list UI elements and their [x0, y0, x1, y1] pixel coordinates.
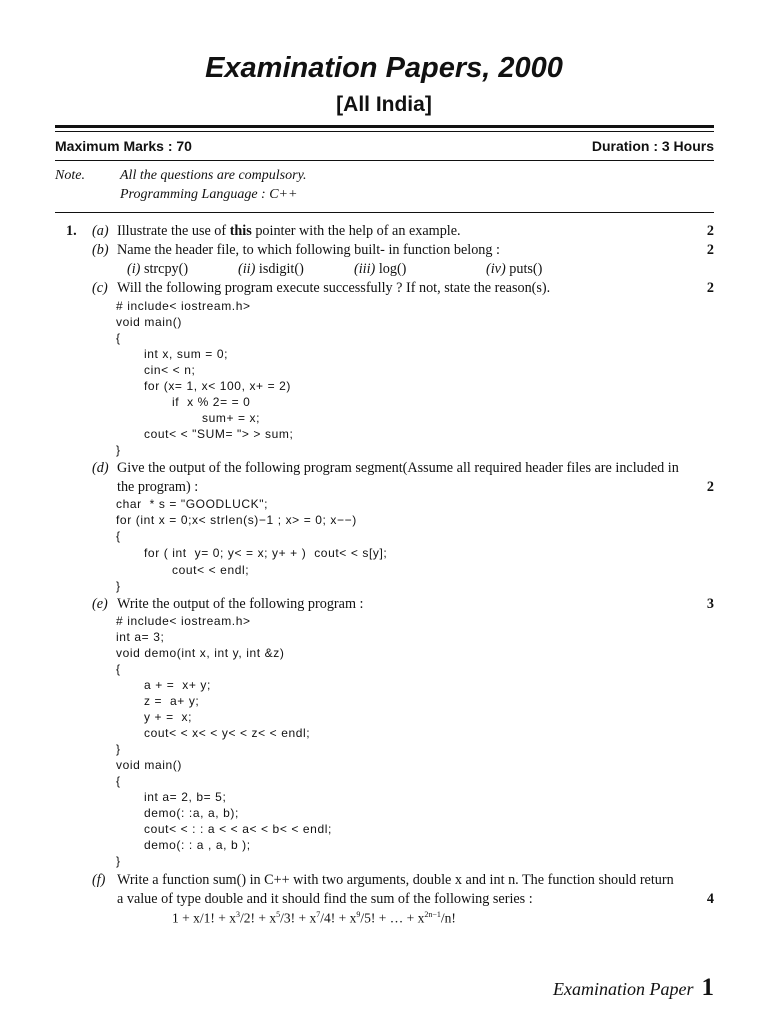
- duration: Duration : 3 Hours: [591, 138, 714, 154]
- part-b-option-3: (iii) log(): [354, 261, 407, 277]
- code-line: for (int x = 0;x< strlen(s)−1 ; x> = 0; x−−): [116, 513, 357, 527]
- marks-duration-row: [55, 138, 714, 158]
- page-number: 1: [701, 974, 714, 1001]
- page-title: Examination Papers, 2000: [205, 52, 563, 84]
- code-line: int x, sum = 0;: [144, 347, 229, 361]
- code-line: cout< < "SUM= "> > sum;: [144, 427, 294, 441]
- part-b-option-2: (ii) isdigit(): [238, 261, 304, 277]
- note-line-1: All the questions are compulsory.: [120, 168, 307, 183]
- note-line-2: Programming Language : C++: [120, 187, 298, 202]
- code-line: cout< < x< < y< < z< < endl;: [144, 726, 311, 740]
- code-line: cin< < n;: [144, 363, 196, 377]
- code-line: int a= 3;: [116, 630, 165, 644]
- code-line: void demo(int x, int y, int &z): [116, 646, 285, 660]
- code-line: a + = x+ y;: [144, 678, 211, 692]
- part-a-text: Illustrate the use of this pointer with the help of an example.: [117, 223, 461, 239]
- code-line: demo(: : a , a, b );: [144, 838, 251, 852]
- part-e-text: Write the output of the following program :: [117, 596, 364, 612]
- max-marks: Maximum Marks : 70: [55, 138, 192, 154]
- part-b-option-4: (iv) puts(): [486, 261, 543, 277]
- part-d-text-1: Give the output of the following program segment(Assume all required header files are included in: [117, 460, 679, 476]
- part-b-text: Name the header file, to which following built- in function belong :: [117, 242, 500, 258]
- part-b-marks: 2: [706, 242, 714, 258]
- code-line: }: [116, 579, 121, 593]
- note-bottom-rule: [55, 212, 714, 213]
- code-line: sum+ = x;: [202, 411, 261, 425]
- part-a-label: (a): [92, 223, 109, 239]
- note-label: Note.: [55, 168, 85, 183]
- part-e-marks: 3: [706, 596, 714, 612]
- part-c-marks: 2: [706, 280, 714, 296]
- code-line: for ( int y= 0; y< = x; y+ + ) cout< < s[y];: [144, 546, 388, 560]
- code-line: cout< < : : a < < a< < b< < endl;: [144, 822, 332, 836]
- code-line: {: [116, 331, 121, 345]
- part-b-option-1: (i) strcpy(): [127, 261, 189, 277]
- part-b-label: (b): [92, 242, 109, 258]
- part-d-text-2: the program) :: [117, 479, 199, 495]
- code-line: for (x= 1, x< 100, x+ = 2): [144, 379, 292, 393]
- top-rule-thin: [55, 131, 714, 132]
- code-line: y + = x;: [144, 710, 193, 724]
- code-line: demo(: :a, a, b);: [144, 806, 239, 820]
- part-d-marks: 2: [706, 479, 714, 495]
- code-line: {: [116, 774, 121, 788]
- code-line: # include< iostream.h>: [116, 299, 251, 313]
- part-f-text-1: Write a function sum() in C++ with two arguments, double x and int n. The function should return: [117, 872, 674, 888]
- top-rule-thick: [55, 125, 714, 128]
- part-e-label: (e): [92, 596, 108, 612]
- part-f-label: (f): [92, 872, 106, 888]
- page-footer: [553, 974, 714, 1002]
- code-line: }: [116, 443, 121, 457]
- page-subtitle: [All India]: [336, 93, 432, 116]
- code-line: void main(): [116, 758, 182, 772]
- code-line: char * s = "GOODLUCK";: [116, 497, 269, 511]
- part-f-text-2: a value of type double and it should find the sum of the following series :: [117, 891, 533, 907]
- code-line: z = a+ y;: [144, 694, 200, 708]
- code-line: int a= 2, b= 5;: [144, 790, 227, 804]
- code-line: # include< iostream.h>: [116, 614, 251, 628]
- part-c-text: Will the following program execute successfully ? If not, state the reason(s).: [117, 280, 551, 296]
- part-a-marks: 2: [706, 223, 714, 239]
- part-d-label: (d): [92, 460, 109, 476]
- code-line: }: [116, 742, 121, 756]
- code-line: void main(): [116, 315, 182, 329]
- header-bottom-rule: [55, 160, 714, 161]
- part-f-marks: 4: [706, 891, 714, 907]
- code-line: cout< < endl;: [172, 563, 250, 577]
- series-formula: 1 + x/1! + $x^3/2$! + $x^5/3$! + $x^7/4$! + $x^9/5$! + … + $x^{2n-1}/n$!: [172, 910, 456, 926]
- code-line: if x % 2= = 0: [172, 395, 251, 409]
- footer-text: Examination Paper: [553, 979, 694, 999]
- code-line: {: [116, 529, 121, 543]
- question-number: 1.: [66, 223, 77, 239]
- part-c-label: (c): [92, 280, 108, 296]
- code-line: }: [116, 854, 121, 868]
- code-line: {: [116, 662, 121, 676]
